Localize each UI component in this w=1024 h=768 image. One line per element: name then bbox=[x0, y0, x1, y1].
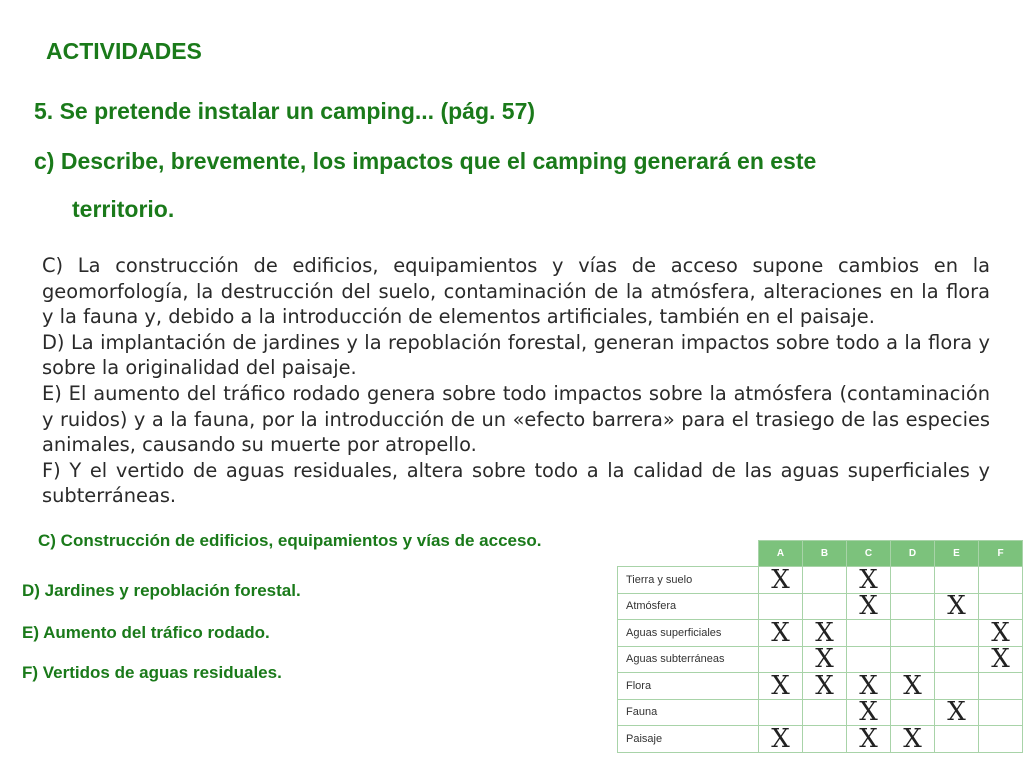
impact-matrix-table bbox=[617, 540, 1023, 753]
matrix-cell: X bbox=[803, 646, 847, 673]
page-heading: ACTIVIDADES bbox=[46, 38, 202, 64]
matrix-column-header: B bbox=[803, 541, 847, 567]
summary-item-d: D) Jardines y repoblación forestal. bbox=[22, 581, 301, 600]
matrix-cell: X bbox=[847, 699, 891, 726]
answer-paragraph-e: E) El aumento del tráfico rodado genera sobre todo impactos sobre la atmósfera (contaminación y ruidos) y a la fauna, por la introducción de un «efecto barrera» para el trasiego de las especies animales, causando su muerte por atropello. bbox=[42, 381, 990, 457]
matrix-cell: X bbox=[935, 699, 979, 726]
matrix-row-label: Atmósfera bbox=[618, 593, 759, 620]
matrix-cell bbox=[979, 593, 1023, 620]
matrix-cell: X bbox=[759, 567, 803, 594]
matrix-cell: X bbox=[803, 620, 847, 647]
matrix-cell: X bbox=[847, 593, 891, 620]
matrix-body bbox=[618, 564, 1023, 754]
matrix-column-header: F bbox=[979, 541, 1023, 567]
matrix-cell bbox=[979, 726, 1023, 753]
matrix-row bbox=[618, 726, 1023, 753]
matrix-cell: X bbox=[847, 567, 891, 594]
matrix-row-label: Flora bbox=[618, 673, 759, 700]
matrix-column-header: A bbox=[759, 541, 803, 567]
question-title: 5. Se pretende instalar un camping... (pág. 57) bbox=[34, 98, 536, 124]
matrix-row bbox=[618, 673, 1023, 700]
matrix-column-header: C bbox=[847, 541, 891, 567]
answer-text-block bbox=[42, 253, 990, 509]
matrix-cell: X bbox=[759, 673, 803, 700]
matrix-cell: X bbox=[891, 726, 935, 753]
matrix-row bbox=[618, 593, 1023, 620]
matrix-cell bbox=[935, 726, 979, 753]
matrix-cell bbox=[979, 567, 1023, 594]
subquestion-line-1: c) Describe, brevemente, los impactos que el camping generará en este bbox=[34, 148, 817, 174]
matrix-header-row bbox=[618, 541, 1023, 567]
matrix-corner bbox=[618, 541, 759, 567]
answer-paragraph-f: F) Y el vertido de aguas residuales, altera sobre todo a la calidad de las aguas superficiales y subterráneas. bbox=[42, 458, 990, 508]
matrix-row-label: Fauna bbox=[618, 699, 759, 726]
matrix-row-label: Aguas subterráneas bbox=[618, 646, 759, 673]
impact-matrix bbox=[617, 540, 1023, 753]
matrix-cell bbox=[803, 699, 847, 726]
answer-paragraph-d: D) La implantación de jardines y la repoblación forestal, generan impactos sobre todo a la flora y sobre la originalidad del paisaje. bbox=[42, 330, 990, 380]
matrix-row-label: Paisaje bbox=[618, 726, 759, 753]
matrix-cell: X bbox=[803, 673, 847, 700]
matrix-cell bbox=[891, 646, 935, 673]
matrix-row bbox=[618, 646, 1023, 673]
matrix-cell bbox=[979, 699, 1023, 726]
matrix-cell: X bbox=[979, 620, 1023, 647]
matrix-cell: X bbox=[979, 646, 1023, 673]
matrix-cell bbox=[935, 646, 979, 673]
answer-paragraph-c: C) La construcción de edificios, equipamientos y vías de acceso supone cambios en la geomorfología, la destrucción del suelo, contaminación de la atmósfera, alteraciones en la flora y la fauna y, debido a la introducción de elementos artificiales, también en el paisaje. bbox=[42, 254, 990, 329]
matrix-cell: X bbox=[891, 673, 935, 700]
matrix-cell bbox=[891, 699, 935, 726]
summary-item-e: E) Aumento del tráfico rodado. bbox=[22, 623, 270, 642]
matrix-cell bbox=[847, 620, 891, 647]
matrix-cell bbox=[935, 620, 979, 647]
matrix-cell bbox=[759, 593, 803, 620]
matrix-row bbox=[618, 567, 1023, 594]
matrix-column-header: D bbox=[891, 541, 935, 567]
summary-item-c: C) Construcción de edificios, equipamientos y vías de acceso. bbox=[38, 531, 542, 550]
matrix-cell bbox=[847, 646, 891, 673]
matrix-cell bbox=[935, 673, 979, 700]
matrix-cell bbox=[803, 593, 847, 620]
subquestion-line-2: territorio. bbox=[72, 196, 175, 222]
matrix-cell bbox=[759, 646, 803, 673]
matrix-cell bbox=[891, 620, 935, 647]
matrix-column-header: E bbox=[935, 541, 979, 567]
matrix-row-label: Aguas superficiales bbox=[618, 620, 759, 647]
matrix-cell: X bbox=[847, 673, 891, 700]
matrix-cell bbox=[979, 673, 1023, 700]
matrix-cell: X bbox=[847, 726, 891, 753]
matrix-cell bbox=[759, 699, 803, 726]
matrix-cell: X bbox=[935, 593, 979, 620]
matrix-cell: X bbox=[759, 726, 803, 753]
summary-item-f: F) Vertidos de aguas residuales. bbox=[22, 663, 282, 682]
matrix-cell bbox=[803, 726, 847, 753]
matrix-cell bbox=[891, 593, 935, 620]
matrix-cell bbox=[891, 567, 935, 594]
matrix-cell bbox=[803, 567, 847, 594]
matrix-row bbox=[618, 620, 1023, 647]
matrix-cell bbox=[935, 567, 979, 594]
matrix-row bbox=[618, 699, 1023, 726]
matrix-row-label: Tierra y suelo bbox=[618, 567, 759, 594]
matrix-cell: X bbox=[759, 620, 803, 647]
